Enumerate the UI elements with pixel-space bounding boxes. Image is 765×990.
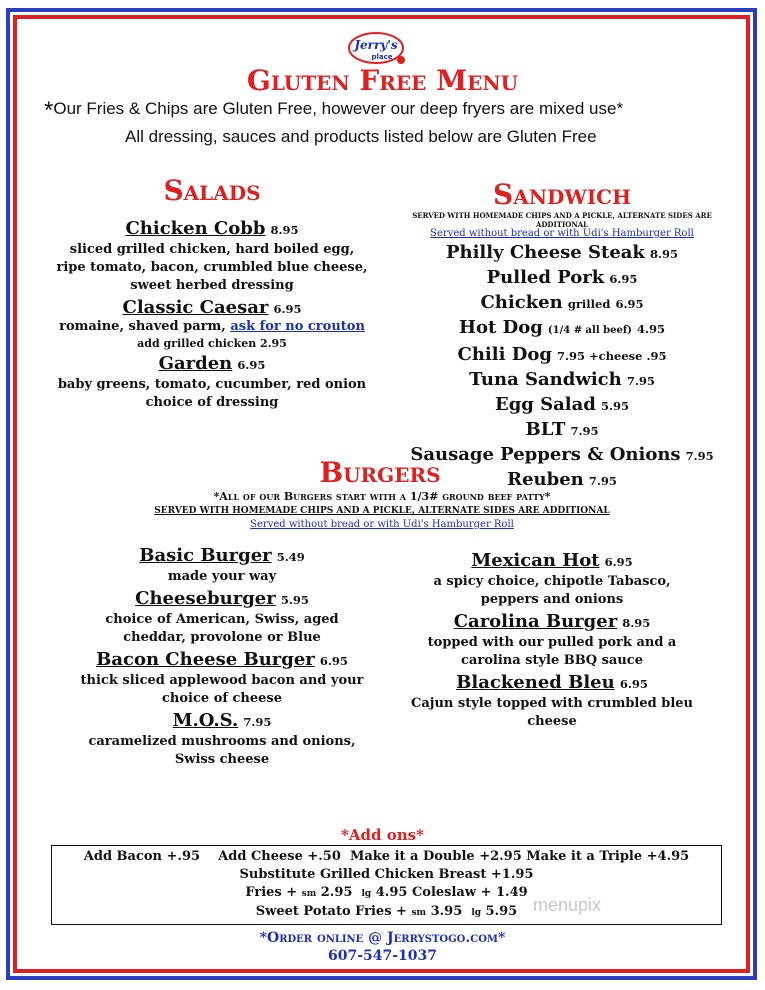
item-addon: add grilled chicken 2.95 [137, 337, 287, 350]
item-price: 6.95 [237, 358, 266, 372]
item-desc: choice of cheese [162, 691, 282, 706]
item-name: Garden [158, 353, 233, 374]
menu-item-basic-burger: Basic Burger 5.49 [139, 545, 305, 566]
phone-number: 607-547-1037 [327, 948, 438, 964]
item-desc: romaine, shaved parm, ask for no crouton [59, 319, 365, 334]
intro-line-2: All dressing, sauces and products listed below are Gluten Free [125, 127, 597, 146]
menu-item-tuna: Tuna Sandwich 7.95 [469, 369, 655, 390]
salads-heading: Salads [163, 174, 261, 207]
burgers-udi-note: Served without bread or with Udi's Hamburger Roll [250, 519, 514, 530]
addons-line-2: Substitute Grilled Chicken Breast +1.95 [239, 867, 534, 882]
menu-item-cheeseburger: Cheeseburger 5.95 [135, 588, 309, 609]
item-desc: baby greens, tomato, cucumber, red onion [57, 377, 367, 392]
item-desc: a spicy choice, chipotle Tabasco, [433, 574, 671, 589]
item-desc: carolina style BBQ sauce [461, 653, 643, 668]
menu-item-philly: Philly Cheese Steak 8.95 [445, 242, 679, 263]
item-desc: sweet herbed dressing [130, 278, 294, 293]
menu-item-pulled-pork: Pulled Pork 6.95 [486, 267, 638, 288]
item-desc: sliced grilled chicken, hard boiled egg, [69, 242, 355, 257]
jerrys-place-logo [348, 30, 406, 68]
item-desc: Swiss cheese [174, 752, 270, 767]
menu-item-mos: M.O.S. 7.95 [172, 710, 272, 731]
addons-box [51, 845, 722, 925]
item-desc: topped with our pulled pork and a [427, 635, 677, 650]
item-desc: made your way [167, 569, 277, 584]
logo-subtext: place [371, 53, 393, 61]
burgers-note-2: SERVED WITH HOMEMADE CHIPS AND A PICKLE, ALTERNATE SIDES ARE ADDITIONAL [154, 506, 610, 516]
menu-item-chili-dog: Chili Dog 7.95 +cheese .95 [457, 344, 667, 365]
no-crouton-link[interactable]: ask for no crouton [230, 319, 365, 334]
menu-item-bacon-cheese-burger: Bacon Cheese Burger 6.95 [96, 649, 348, 670]
salads-section [52, 218, 372, 412]
item-desc: peppers and onions [480, 592, 624, 607]
item-desc: Cajun style topped with crumbled bleu [410, 696, 693, 711]
item-name: Chicken Cobb [125, 218, 266, 239]
item-desc: cheddar, provolone or Blue [123, 630, 321, 645]
item-price: 6.95 [273, 302, 302, 316]
menu-item-classic-caesar [52, 297, 372, 318]
sandwich-udi-note: Served without bread or with Udi's Hamburger Roll [430, 228, 694, 239]
item-name: Classic Caesar [122, 297, 269, 318]
menu-item-blt: BLT 7.95 [525, 419, 599, 440]
burgers-heading: Burgers [319, 456, 441, 489]
sandwich-note: SERVED WITH HOMEMADE CHIPS AND A PICKLE, ALTERNATE SIDES ARE ADDITIONAL [412, 211, 712, 229]
addons-line-3: Fries + sm 2.95 lg 4.95 Coleslaw + 1.49 [245, 885, 528, 900]
item-desc: caramelized mushrooms and onions, [88, 734, 356, 749]
menu-item-garden [52, 353, 372, 374]
menu-item-chicken-cobb [52, 218, 372, 239]
menu-item-egg-salad: Egg Salad 5.95 [494, 394, 630, 415]
menu-item-blackened-bleu: Blackened Bleu 6.95 [456, 672, 648, 693]
menu-item-mexican-hot: Mexican Hot 6.95 [471, 550, 633, 571]
item-desc: cheese [527, 714, 577, 729]
addons-heading: *Add ons* [341, 826, 424, 844]
menu-item-sausage: Sausage Peppers & Onions 7.95 [410, 444, 714, 465]
watermark: menupix [533, 895, 602, 915]
page-title: Gluten Free Menu [246, 64, 519, 97]
menu-item-chicken: Chicken grilled 6.95 [480, 292, 644, 313]
addons-line-4: Sweet Potato Fries + sm 3.95 lg 5.95 [255, 904, 518, 919]
menu-item-hot-dog: Hot Dog (1/4 # all beef) 4.95 [459, 317, 665, 338]
item-desc: ripe tomato, bacon, crumbled blue cheese, [56, 260, 368, 275]
burgers-left [52, 545, 392, 769]
order-online-link[interactable]: *Order online @ Jerrystogo.com* [259, 930, 506, 946]
addons-line-1: Add Bacon +.95 Add Cheese +.50 Make it a Double +2.95 Make it a Triple +4.95 [83, 849, 690, 864]
burgers-right [382, 550, 722, 731]
item-desc: thick sliced applewood bacon and your [80, 673, 364, 688]
menu-item-reuben: Reuben 7.95 [507, 469, 617, 490]
sandwich-heading: Sandwich [493, 178, 631, 211]
intro-line-1: *Our Fries & Chips are Gluten Free, however our deep fryers are mixed use* [44, 97, 624, 124]
item-price: 8.95 [270, 223, 299, 237]
item-desc: choice of dressing [145, 395, 279, 410]
item-desc: choice of American, Swiss, aged [105, 612, 339, 627]
logo-text: Jerry's [354, 38, 398, 52]
menu-item-carolina-burger: Carolina Burger 8.95 [453, 611, 651, 632]
burgers-note-1: *All of our Burgers start with a 1/3# ground beef patty* [213, 490, 551, 503]
